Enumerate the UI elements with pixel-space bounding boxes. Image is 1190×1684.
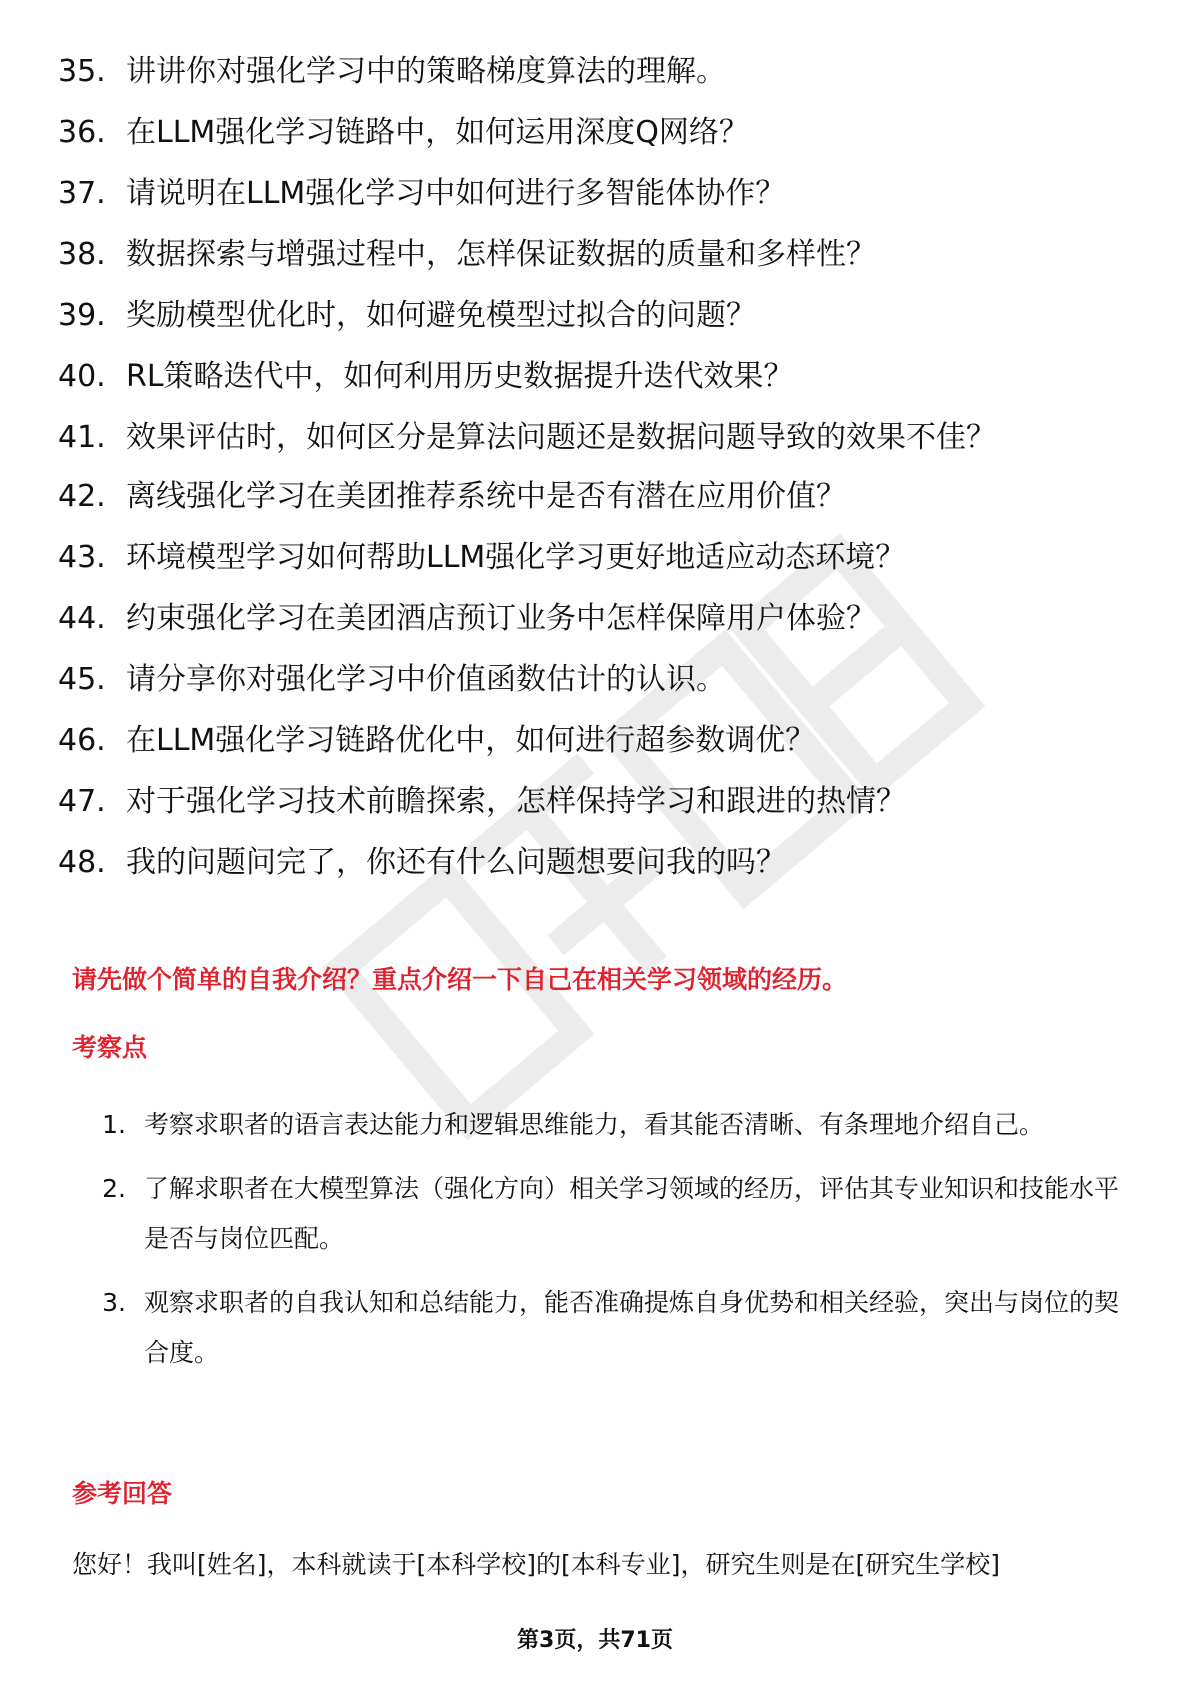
- assessment-label: 考察点: [72, 1033, 148, 1062]
- question-item: [58, 52, 1148, 92]
- assessment-points: [72, 1100, 1122, 1392]
- question-number: 46.: [58, 723, 106, 758]
- question-number: 35.: [58, 54, 106, 89]
- question-text: 离线强化学习在美团推荐系统中是否有潜在应用价值？: [126, 479, 846, 514]
- question-item: [58, 174, 1148, 214]
- question-number: 47.: [58, 784, 106, 819]
- reference-label: 参考回答: [72, 1479, 173, 1508]
- point-text: 考察求职者的语言表达能力和逻辑思维能力，看其能否清晰、有条理地介绍自己。: [144, 1110, 1045, 1139]
- question-list: [58, 52, 1148, 904]
- question-item: [58, 782, 1148, 822]
- point-text: 了解求职者在大模型算法（强化方向）相关学习领域的经历，评估其专业知识和技能水平是否与岗位匹配。: [144, 1174, 1120, 1253]
- question-text: 请分享你对强化学习中价值函数估计的认识。: [126, 662, 726, 697]
- question-text: RL策略迭代中，如何利用历史数据提升迭代效果？: [126, 359, 794, 394]
- question-number: 38.: [58, 237, 106, 272]
- point-number: 2.: [102, 1174, 126, 1203]
- question-number: 36.: [58, 115, 106, 150]
- question-text: 我的问题问完了，你还有什么问题想要问我的吗？: [126, 845, 786, 880]
- question-text: 数据探索与增强过程中，怎样保证数据的质量和多样性？: [126, 237, 876, 272]
- question-item: [58, 721, 1148, 761]
- question-text: 对于强化学习技术前瞻探索，怎样保持学习和跟进的热情？: [126, 784, 906, 819]
- point-number: 1.: [102, 1110, 126, 1139]
- intro-question-heading: 请先做个简单的自我介绍？重点介绍一下自己在相关学习领域的经历。: [72, 965, 848, 994]
- question-item: [58, 296, 1148, 336]
- question-item: [58, 477, 1148, 517]
- page-number: 第3页，共71页: [517, 1628, 673, 1653]
- question-item: [58, 538, 1148, 578]
- question-number: 48.: [58, 845, 106, 880]
- question-text: 约束强化学习在美团酒店预订业务中怎样保障用户体验？: [126, 601, 876, 636]
- question-item: [58, 599, 1148, 639]
- question-text: 请说明在LLM强化学习中如何进行多智能体协作？: [126, 176, 786, 211]
- reference-answer: 您好！我叫[姓名]，本科就读于[本科学校]的[本科专业]，研究生则是在[研究生学校]: [72, 1550, 1001, 1579]
- point-number: 3.: [102, 1288, 126, 1317]
- question-number: 40.: [58, 359, 106, 394]
- question-number: 42.: [58, 479, 106, 514]
- question-text: 在LLM强化学习链路优化中，如何进行超参数调优？: [126, 723, 816, 758]
- question-item: [58, 235, 1148, 275]
- point-text: 观察求职者的自我认知和总结能力，能否准确提炼自身优势和相关经验，突出与岗位的契合度。: [144, 1288, 1120, 1367]
- question-number: 39.: [58, 298, 106, 333]
- assessment-point: [72, 1164, 1122, 1264]
- assessment-point: [72, 1278, 1122, 1378]
- question-number: 37.: [58, 176, 106, 211]
- question-number: 41.: [58, 420, 106, 455]
- question-item: [58, 660, 1148, 700]
- question-number: 45.: [58, 662, 106, 697]
- question-text: 效果评估时，如何区分是算法问题还是数据问题导致的效果不佳？: [126, 420, 996, 455]
- assessment-point: [72, 1100, 1122, 1150]
- question-item: [58, 843, 1148, 883]
- question-text: 在LLM强化学习链路中，如何运用深度Q网络？: [126, 115, 749, 150]
- question-text: 环境模型学习如何帮助LLM强化学习更好地适应动态环境？: [126, 540, 906, 575]
- question-item: [58, 113, 1148, 153]
- question-item: [58, 418, 1148, 458]
- question-item: [58, 357, 1148, 397]
- question-number: 43.: [58, 540, 106, 575]
- question-text: 奖励模型优化时，如何避免模型过拟合的问题？: [126, 298, 756, 333]
- question-text: 讲讲你对强化学习中的策略梯度算法的理解。: [126, 54, 726, 89]
- question-number: 44.: [58, 601, 106, 636]
